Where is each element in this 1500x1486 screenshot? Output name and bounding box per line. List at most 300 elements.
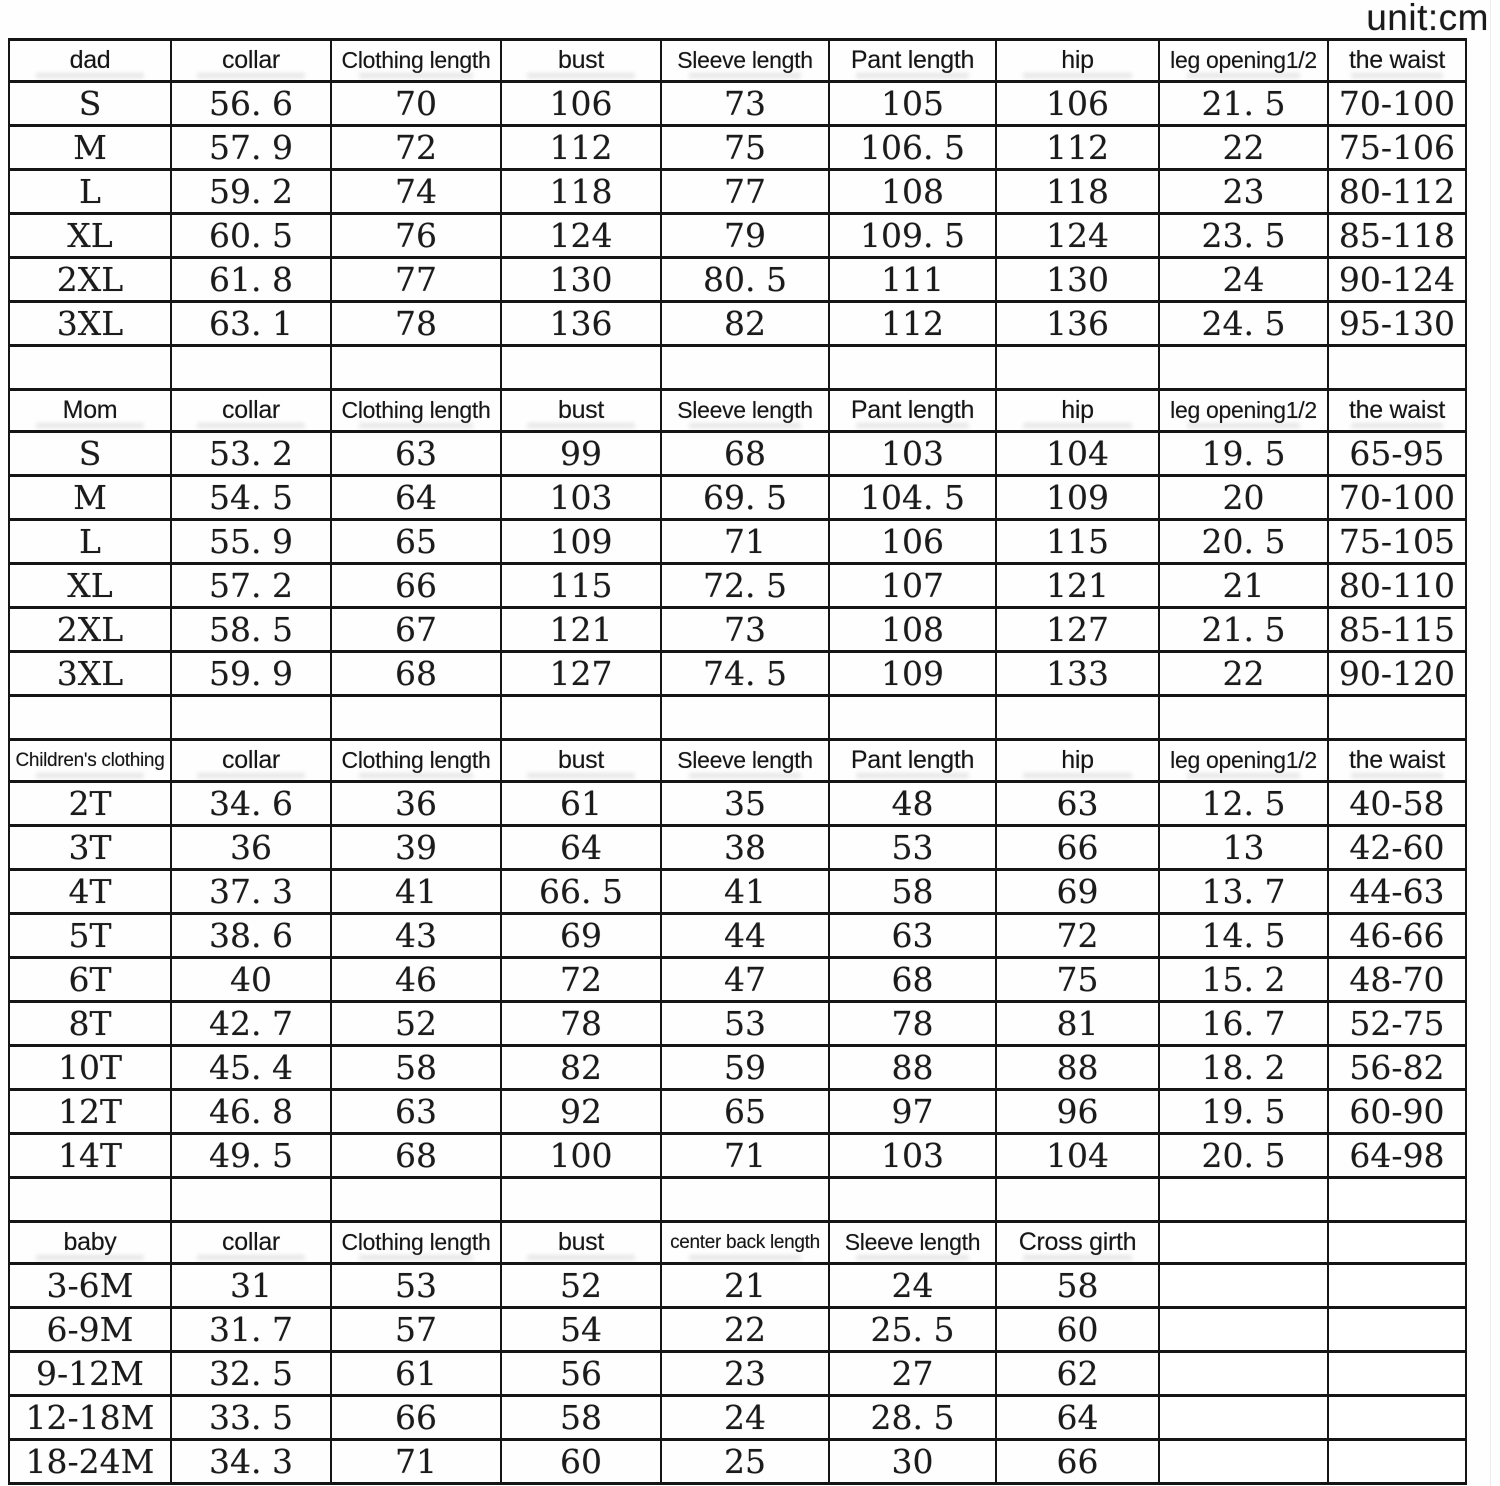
size-chart-body [9, 40, 1466, 1484]
size-value: 121 [501, 608, 661, 652]
size-value: 75 [996, 958, 1159, 1002]
size-label: 2XL [9, 258, 171, 302]
column-header: Clothing length [331, 1222, 501, 1264]
empty-cell [331, 346, 501, 390]
column-header: Sleeve length [661, 740, 829, 782]
spreadsheet-cell [1328, 1264, 1466, 1308]
size-value: 85-115 [1328, 608, 1466, 652]
spreadsheet-cell [1159, 1264, 1328, 1308]
table-row [9, 170, 1466, 214]
size-value: 22 [1159, 652, 1328, 696]
size-value: 12. 5 [1159, 782, 1328, 826]
size-value: 55. 9 [171, 520, 331, 564]
size-value: 54. 5 [171, 476, 331, 520]
size-value: 41 [661, 870, 829, 914]
size-value: 60-90 [1328, 1090, 1466, 1134]
column-header: the waist [1328, 390, 1466, 432]
size-value: 60. 5 [171, 214, 331, 258]
size-label: 6T [9, 958, 171, 1002]
size-value: 121 [996, 564, 1159, 608]
column-header: Pant length [829, 740, 996, 782]
column-header: Sleeve length [829, 1222, 996, 1264]
size-value: 80. 5 [661, 258, 829, 302]
size-value: 63. 1 [171, 302, 331, 346]
size-value: 14. 5 [1159, 914, 1328, 958]
size-value: 60 [996, 1308, 1159, 1352]
empty-cell [501, 346, 661, 390]
size-value: 106 [829, 520, 996, 564]
size-value: 80-110 [1328, 564, 1466, 608]
column-header: leg opening1/2 [1159, 390, 1328, 432]
size-value: 48 [829, 782, 996, 826]
size-label: 14T [9, 1134, 171, 1178]
size-value: 46 [331, 958, 501, 1002]
size-value: 85-118 [1328, 214, 1466, 258]
size-value: 23 [661, 1352, 829, 1396]
column-header: bust [501, 390, 661, 432]
column-header: bust [501, 1222, 661, 1264]
size-value: 73 [661, 82, 829, 126]
size-value: 100 [501, 1134, 661, 1178]
column-header: Sleeve length [661, 40, 829, 82]
empty-cell [661, 1178, 829, 1222]
size-value: 64 [996, 1396, 1159, 1440]
size-label: 3XL [9, 652, 171, 696]
size-label: M [9, 476, 171, 520]
size-value: 62 [996, 1352, 1159, 1396]
spreadsheet-cell [1328, 1396, 1466, 1440]
size-value: 64 [331, 476, 501, 520]
column-header: center back length [661, 1222, 829, 1264]
size-value: 104 [996, 432, 1159, 476]
size-value: 46. 8 [171, 1090, 331, 1134]
table-row [9, 1046, 1466, 1090]
size-value: 64 [501, 826, 661, 870]
empty-cell [661, 696, 829, 740]
size-value: 106. 5 [829, 126, 996, 170]
empty-cell [501, 1178, 661, 1222]
size-value: 81 [996, 1002, 1159, 1046]
section-header-row-children [9, 740, 1466, 782]
size-value: 63 [829, 914, 996, 958]
column-header: leg opening1/2 [1159, 40, 1328, 82]
size-value: 60 [501, 1440, 661, 1484]
size-value: 136 [996, 302, 1159, 346]
size-value: 19. 5 [1159, 1090, 1328, 1134]
empty-cell [829, 1178, 996, 1222]
size-value: 24 [829, 1264, 996, 1308]
size-value: 63 [331, 432, 501, 476]
size-value: 56 [501, 1352, 661, 1396]
size-value: 88 [996, 1046, 1159, 1090]
size-value: 44 [661, 914, 829, 958]
empty-cell [331, 1178, 501, 1222]
size-value: 53 [331, 1264, 501, 1308]
size-value: 13. 7 [1159, 870, 1328, 914]
table-row [9, 1264, 1466, 1308]
size-label: 12-18M [9, 1396, 171, 1440]
size-value: 78 [331, 302, 501, 346]
empty-cell [829, 346, 996, 390]
size-value: 23. 5 [1159, 214, 1328, 258]
size-value: 38 [661, 826, 829, 870]
size-value: 80-112 [1328, 170, 1466, 214]
size-value: 88 [829, 1046, 996, 1090]
spreadsheet-cell [1159, 1396, 1328, 1440]
column-header: leg opening1/2 [1159, 740, 1328, 782]
size-value: 21. 5 [1159, 608, 1328, 652]
size-value: 66. 5 [501, 870, 661, 914]
size-value: 69 [996, 870, 1159, 914]
size-value: 53 [829, 826, 996, 870]
empty-cell [171, 1178, 331, 1222]
size-value: 24 [1159, 258, 1328, 302]
column-header: hip [996, 740, 1159, 782]
size-label: 3-6M [9, 1264, 171, 1308]
size-value: 111 [829, 258, 996, 302]
column-header: Pant length [829, 40, 996, 82]
size-value: 34. 6 [171, 782, 331, 826]
size-value: 90-120 [1328, 652, 1466, 696]
table-row [9, 1396, 1466, 1440]
size-value: 61 [501, 782, 661, 826]
size-value: 44-63 [1328, 870, 1466, 914]
table-row [9, 914, 1466, 958]
size-label: L [9, 170, 171, 214]
size-value: 124 [996, 214, 1159, 258]
size-label: XL [9, 214, 171, 258]
spreadsheet-cell [1159, 1440, 1328, 1484]
size-label: 4T [9, 870, 171, 914]
size-value: 52-75 [1328, 1002, 1466, 1046]
size-value: 21 [1159, 564, 1328, 608]
size-value: 22 [661, 1308, 829, 1352]
size-value: 36 [331, 782, 501, 826]
size-value: 20. 5 [1159, 1134, 1328, 1178]
empty-cell [1328, 696, 1466, 740]
size-value: 74 [331, 170, 501, 214]
size-value: 105 [829, 82, 996, 126]
empty-cell [1159, 346, 1328, 390]
size-value: 40-58 [1328, 782, 1466, 826]
size-value: 70-100 [1328, 476, 1466, 520]
table-row [9, 214, 1466, 258]
size-value: 48-70 [1328, 958, 1466, 1002]
size-value: 49. 5 [171, 1134, 331, 1178]
size-value: 97 [829, 1090, 996, 1134]
size-value: 112 [829, 302, 996, 346]
size-value: 58. 5 [171, 608, 331, 652]
size-value: 45. 4 [171, 1046, 331, 1090]
size-value: 25. 5 [829, 1308, 996, 1352]
table-row [9, 1002, 1466, 1046]
size-label: S [9, 432, 171, 476]
column-header: the waist [1328, 40, 1466, 82]
spreadsheet-cell [1328, 1178, 1466, 1222]
size-value: 64-98 [1328, 1134, 1466, 1178]
size-value: 77 [331, 258, 501, 302]
empty-cell [996, 1178, 1159, 1222]
column-header: bust [501, 40, 661, 82]
size-label: 2T [9, 782, 171, 826]
size-value: 61 [331, 1352, 501, 1396]
size-value: 78 [829, 1002, 996, 1046]
size-value: 66 [996, 826, 1159, 870]
size-value: 52 [331, 1002, 501, 1046]
empty-cell [9, 696, 171, 740]
size-value: 42. 7 [171, 1002, 331, 1046]
spacer-row [9, 696, 1466, 740]
table-row [9, 1440, 1466, 1484]
spreadsheet-cell [1159, 1352, 1328, 1396]
size-label: 5T [9, 914, 171, 958]
size-value: 32. 5 [171, 1352, 331, 1396]
size-value: 68 [829, 958, 996, 1002]
size-value: 103 [501, 476, 661, 520]
size-value: 75-106 [1328, 126, 1466, 170]
size-value: 112 [996, 126, 1159, 170]
size-chart-table [8, 38, 1467, 1485]
size-value: 115 [501, 564, 661, 608]
unit-label: unit:cm [1366, 0, 1489, 38]
size-value: 47 [661, 958, 829, 1002]
size-value: 104 [996, 1134, 1159, 1178]
size-value: 24. 5 [1159, 302, 1328, 346]
size-value: 28. 5 [829, 1396, 996, 1440]
column-header: collar [171, 40, 331, 82]
size-value: 66 [331, 564, 501, 608]
table-row [9, 476, 1466, 520]
size-value: 42-60 [1328, 826, 1466, 870]
table-row [9, 1134, 1466, 1178]
section-label-mom: Mom [9, 390, 171, 432]
size-value: 56. 6 [171, 82, 331, 126]
size-value: 104. 5 [829, 476, 996, 520]
size-label: 8T [9, 1002, 171, 1046]
size-value: 107 [829, 564, 996, 608]
column-header: bust [501, 740, 661, 782]
size-value: 76 [331, 214, 501, 258]
empty-cell [1159, 696, 1328, 740]
size-value: 21 [661, 1264, 829, 1308]
size-value: 46-66 [1328, 914, 1466, 958]
size-value: 70-100 [1328, 82, 1466, 126]
size-label: 12T [9, 1090, 171, 1134]
column-header: Cross girth [996, 1222, 1159, 1264]
size-value: 90-124 [1328, 258, 1466, 302]
table-row [9, 1090, 1466, 1134]
size-value: 59. 9 [171, 652, 331, 696]
size-value: 43 [331, 914, 501, 958]
size-value: 65 [331, 520, 501, 564]
column-header: Clothing length [331, 390, 501, 432]
size-value: 59. 2 [171, 170, 331, 214]
size-value: 56-82 [1328, 1046, 1466, 1090]
size-label: M [9, 126, 171, 170]
size-value: 31. 7 [171, 1308, 331, 1352]
size-value: 73 [661, 608, 829, 652]
column-header: Clothing length [331, 740, 501, 782]
empty-cell [9, 1178, 171, 1222]
spreadsheet-cell [1159, 1178, 1328, 1222]
table-row [9, 870, 1466, 914]
size-value: 53. 2 [171, 432, 331, 476]
empty-cell [996, 346, 1159, 390]
spreadsheet-cell [1159, 1222, 1328, 1264]
empty-cell [171, 346, 331, 390]
size-value: 68 [661, 432, 829, 476]
size-label: S [9, 82, 171, 126]
size-label: 3T [9, 826, 171, 870]
size-value: 118 [996, 170, 1159, 214]
empty-cell [171, 696, 331, 740]
size-value: 58 [996, 1264, 1159, 1308]
size-label: XL [9, 564, 171, 608]
empty-cell [996, 696, 1159, 740]
table-row [9, 302, 1466, 346]
size-value: 74. 5 [661, 652, 829, 696]
size-value: 77 [661, 170, 829, 214]
size-value: 13 [1159, 826, 1328, 870]
column-header: Sleeve length [661, 390, 829, 432]
size-value: 53 [661, 1002, 829, 1046]
size-value: 38. 6 [171, 914, 331, 958]
size-value: 70 [331, 82, 501, 126]
size-value: 71 [661, 1134, 829, 1178]
empty-cell [9, 346, 171, 390]
size-value: 21. 5 [1159, 82, 1328, 126]
column-header: collar [171, 390, 331, 432]
spreadsheet-cell [1328, 1222, 1466, 1264]
size-value: 66 [331, 1396, 501, 1440]
size-label: 2XL [9, 608, 171, 652]
spreadsheet-cell [1328, 1308, 1466, 1352]
size-value: 54 [501, 1308, 661, 1352]
size-value: 72 [331, 126, 501, 170]
size-value: 133 [996, 652, 1159, 696]
section-label-dad: dad [9, 40, 171, 82]
section-label-baby: baby [9, 1222, 171, 1264]
size-value: 15. 2 [1159, 958, 1328, 1002]
section-label-children: Children's clothing [9, 740, 171, 782]
size-value: 69 [501, 914, 661, 958]
size-value: 63 [331, 1090, 501, 1134]
spacer-row [9, 1178, 1466, 1222]
size-value: 58 [501, 1396, 661, 1440]
column-header: Clothing length [331, 40, 501, 82]
size-value: 19. 5 [1159, 432, 1328, 476]
table-row [9, 126, 1466, 170]
size-value: 71 [661, 520, 829, 564]
table-row [9, 1352, 1466, 1396]
size-value: 68 [331, 1134, 501, 1178]
size-value: 112 [501, 126, 661, 170]
size-value: 31 [171, 1264, 331, 1308]
size-value: 127 [501, 652, 661, 696]
size-value: 25 [661, 1440, 829, 1484]
column-header: hip [996, 390, 1159, 432]
size-value: 82 [501, 1046, 661, 1090]
size-value: 96 [996, 1090, 1159, 1134]
size-value: 33. 5 [171, 1396, 331, 1440]
size-value: 75-105 [1328, 520, 1466, 564]
size-value: 103 [829, 432, 996, 476]
size-label: 3XL [9, 302, 171, 346]
size-value: 35 [661, 782, 829, 826]
size-value: 58 [829, 870, 996, 914]
size-value: 79 [661, 214, 829, 258]
size-value: 127 [996, 608, 1159, 652]
size-label: L [9, 520, 171, 564]
size-value: 59 [661, 1046, 829, 1090]
section-header-row-mom [9, 390, 1466, 432]
table-row [9, 958, 1466, 1002]
table-row [9, 826, 1466, 870]
size-value: 72 [501, 958, 661, 1002]
size-value: 92 [501, 1090, 661, 1134]
size-value: 109 [501, 520, 661, 564]
size-value: 27 [829, 1352, 996, 1396]
size-value: 115 [996, 520, 1159, 564]
size-value: 30 [829, 1440, 996, 1484]
size-value: 130 [501, 258, 661, 302]
table-row [9, 82, 1466, 126]
size-value: 36 [171, 826, 331, 870]
column-header: the waist [1328, 740, 1466, 782]
size-label: 10T [9, 1046, 171, 1090]
spreadsheet-cell [1159, 1308, 1328, 1352]
size-value: 118 [501, 170, 661, 214]
table-row [9, 1308, 1466, 1352]
size-value: 108 [829, 608, 996, 652]
size-value: 68 [331, 652, 501, 696]
size-value: 67 [331, 608, 501, 652]
size-label: 6-9M [9, 1308, 171, 1352]
size-value: 108 [829, 170, 996, 214]
size-value: 66 [996, 1440, 1159, 1484]
size-value: 106 [996, 82, 1159, 126]
size-value: 20 [1159, 476, 1328, 520]
empty-cell [331, 696, 501, 740]
table-row [9, 564, 1466, 608]
size-value: 20. 5 [1159, 520, 1328, 564]
size-value: 69. 5 [661, 476, 829, 520]
size-value: 99 [501, 432, 661, 476]
table-row [9, 652, 1466, 696]
size-value: 22 [1159, 126, 1328, 170]
size-value: 39 [331, 826, 501, 870]
column-header: collar [171, 1222, 331, 1264]
size-value: 95-130 [1328, 302, 1466, 346]
size-value: 72. 5 [661, 564, 829, 608]
section-header-row-dad [9, 40, 1466, 82]
size-value: 136 [501, 302, 661, 346]
size-value: 40 [171, 958, 331, 1002]
table-row [9, 520, 1466, 564]
size-value: 124 [501, 214, 661, 258]
size-value: 109 [829, 652, 996, 696]
table-row [9, 782, 1466, 826]
table-row [9, 608, 1466, 652]
size-value: 65-95 [1328, 432, 1466, 476]
table-row [9, 432, 1466, 476]
size-value: 24 [661, 1396, 829, 1440]
column-header: hip [996, 40, 1159, 82]
size-value: 109. 5 [829, 214, 996, 258]
table-row [9, 258, 1466, 302]
spacer-row [9, 346, 1466, 390]
spreadsheet-cell [1328, 1352, 1466, 1396]
